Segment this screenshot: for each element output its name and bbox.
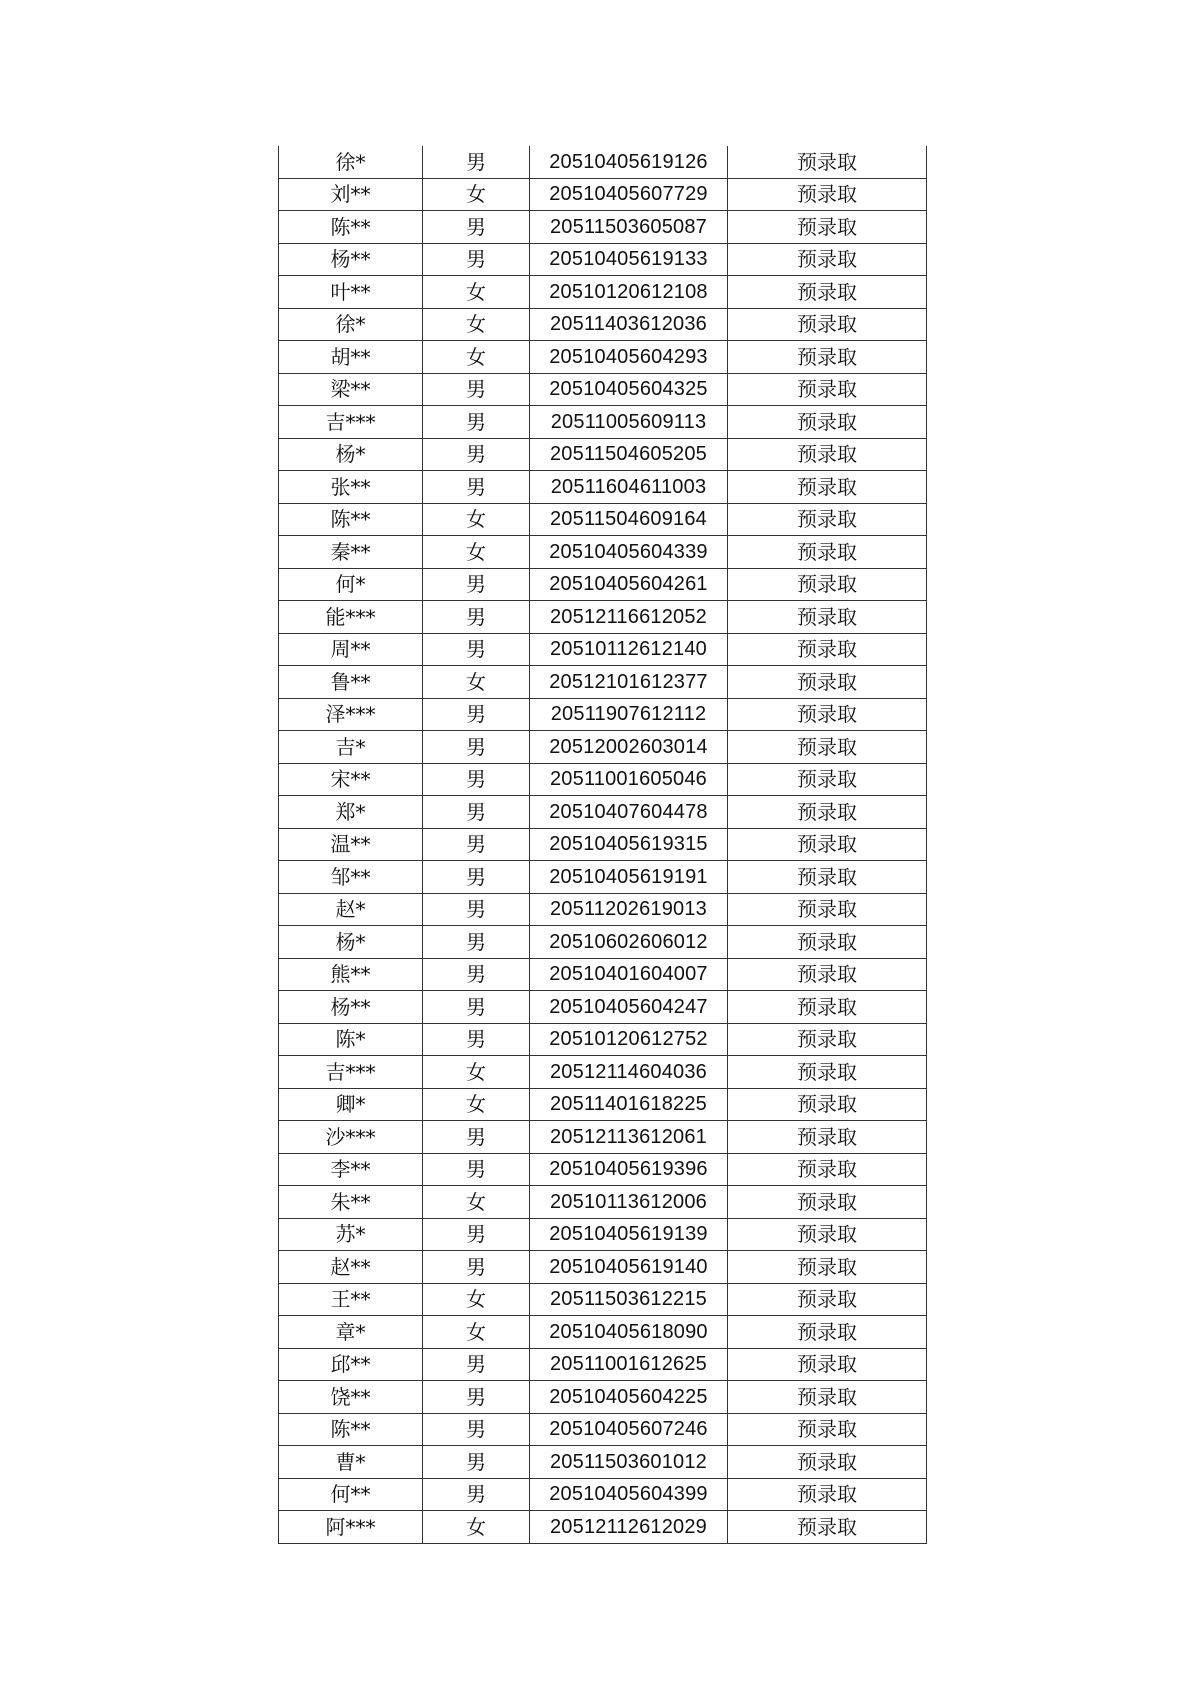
admission-status: 预录取 xyxy=(728,406,927,439)
admission-status: 预录取 xyxy=(728,926,927,959)
table-row xyxy=(279,308,927,341)
candidate-exam-number: 20511504605205 xyxy=(530,438,728,471)
candidate-name: 杨** xyxy=(279,991,423,1024)
admission-status: 预录取 xyxy=(728,1088,927,1121)
table-row xyxy=(279,243,927,276)
table-row xyxy=(279,146,927,178)
candidate-exam-number: 20510405619133 xyxy=(530,243,728,276)
candidate-gender: 男 xyxy=(423,211,530,244)
candidate-exam-number: 20511503601012 xyxy=(530,1446,728,1479)
candidate-name: 吉*** xyxy=(279,406,423,439)
candidate-exam-number: 20511001612625 xyxy=(530,1348,728,1381)
admission-status: 预录取 xyxy=(728,471,927,504)
table-row xyxy=(279,406,927,439)
candidate-exam-number: 20511604611003 xyxy=(530,471,728,504)
admission-status: 预录取 xyxy=(728,991,927,1024)
candidate-exam-number: 20512114604036 xyxy=(530,1056,728,1089)
candidate-gender: 男 xyxy=(423,1251,530,1284)
admission-status: 预录取 xyxy=(728,1511,927,1544)
admission-status: 预录取 xyxy=(728,568,927,601)
table-row xyxy=(279,861,927,894)
table-row xyxy=(279,1023,927,1056)
candidate-gender: 男 xyxy=(423,373,530,406)
candidate-exam-number: 20510405604247 xyxy=(530,991,728,1024)
candidate-exam-number: 20510405607729 xyxy=(530,178,728,211)
candidate-name: 赵* xyxy=(279,893,423,926)
table-row xyxy=(279,211,927,244)
candidate-exam-number: 20510407604478 xyxy=(530,796,728,829)
admission-status: 预录取 xyxy=(728,1283,927,1316)
candidate-gender: 男 xyxy=(423,1218,530,1251)
table-row xyxy=(279,763,927,796)
candidate-gender: 女 xyxy=(423,1056,530,1089)
admission-status: 预录取 xyxy=(728,763,927,796)
candidate-name: 饶** xyxy=(279,1381,423,1414)
candidate-exam-number: 20510405618090 xyxy=(530,1316,728,1349)
candidate-exam-number: 20510405604261 xyxy=(530,568,728,601)
table-row xyxy=(279,828,927,861)
table-row xyxy=(279,341,927,374)
table-row xyxy=(279,958,927,991)
candidate-exam-number: 20510405607246 xyxy=(530,1413,728,1446)
candidate-exam-number: 20510112612140 xyxy=(530,633,728,666)
table-row xyxy=(279,1348,927,1381)
candidate-exam-number: 20510602606012 xyxy=(530,926,728,959)
candidate-gender: 男 xyxy=(423,828,530,861)
table-row xyxy=(279,1446,927,1479)
candidate-name: 陈** xyxy=(279,503,423,536)
table-row xyxy=(279,1088,927,1121)
admission-status: 预录取 xyxy=(728,893,927,926)
table-row xyxy=(279,1381,927,1414)
candidate-exam-number: 20510405604339 xyxy=(530,536,728,569)
admission-status: 预录取 xyxy=(728,1413,927,1446)
candidate-name: 徐* xyxy=(279,146,423,178)
candidate-gender: 女 xyxy=(423,178,530,211)
candidate-exam-number: 20510405619315 xyxy=(530,828,728,861)
candidate-name: 叶** xyxy=(279,276,423,309)
candidate-name: 胡** xyxy=(279,341,423,374)
candidate-name: 杨* xyxy=(279,438,423,471)
candidate-exam-number: 20512002603014 xyxy=(530,731,728,764)
table-row xyxy=(279,503,927,536)
candidate-name: 刘** xyxy=(279,178,423,211)
candidate-gender: 男 xyxy=(423,731,530,764)
admission-status: 预录取 xyxy=(728,698,927,731)
admission-table xyxy=(278,146,927,1544)
candidate-gender: 女 xyxy=(423,1088,530,1121)
admission-status: 预录取 xyxy=(728,666,927,699)
candidate-exam-number: 20510120612752 xyxy=(530,1023,728,1056)
candidate-gender: 男 xyxy=(423,893,530,926)
candidate-name: 郑* xyxy=(279,796,423,829)
table-row xyxy=(279,568,927,601)
candidate-exam-number: 20511001605046 xyxy=(530,763,728,796)
table-row xyxy=(279,471,927,504)
candidate-exam-number: 20511401618225 xyxy=(530,1088,728,1121)
candidate-name: 能*** xyxy=(279,601,423,634)
table-row xyxy=(279,1186,927,1219)
admission-status: 预录取 xyxy=(728,211,927,244)
candidate-exam-number: 20510405619191 xyxy=(530,861,728,894)
candidate-gender: 女 xyxy=(423,276,530,309)
table-row xyxy=(279,178,927,211)
candidate-gender: 男 xyxy=(423,1478,530,1511)
table-row xyxy=(279,796,927,829)
admission-status: 预录取 xyxy=(728,731,927,764)
candidate-exam-number: 20510405619396 xyxy=(530,1153,728,1186)
candidate-gender: 男 xyxy=(423,861,530,894)
candidate-name: 卿* xyxy=(279,1088,423,1121)
table-row xyxy=(279,633,927,666)
candidate-gender: 女 xyxy=(423,536,530,569)
admission-status: 预录取 xyxy=(728,1023,927,1056)
candidate-exam-number: 20510405604399 xyxy=(530,1478,728,1511)
candidate-gender: 女 xyxy=(423,341,530,374)
table-row xyxy=(279,1413,927,1446)
candidate-name: 陈* xyxy=(279,1023,423,1056)
admission-status: 预录取 xyxy=(728,1218,927,1251)
candidate-gender: 男 xyxy=(423,958,530,991)
admission-status: 预录取 xyxy=(728,828,927,861)
admission-status: 预录取 xyxy=(728,308,927,341)
candidate-gender: 女 xyxy=(423,503,530,536)
candidate-name: 杨* xyxy=(279,926,423,959)
candidate-exam-number: 20511503612215 xyxy=(530,1283,728,1316)
candidate-gender: 男 xyxy=(423,1413,530,1446)
admission-status: 预录取 xyxy=(728,1348,927,1381)
table-row xyxy=(279,536,927,569)
candidate-gender: 男 xyxy=(423,1348,530,1381)
candidate-name: 阿*** xyxy=(279,1511,423,1544)
candidate-exam-number: 20510405604325 xyxy=(530,373,728,406)
candidate-name: 章* xyxy=(279,1316,423,1349)
admission-status: 预录取 xyxy=(728,1316,927,1349)
admission-status: 预录取 xyxy=(728,1153,927,1186)
table-row xyxy=(279,1316,927,1349)
admission-status: 预录取 xyxy=(728,1446,927,1479)
table-row xyxy=(279,1153,927,1186)
candidate-gender: 男 xyxy=(423,568,530,601)
candidate-gender: 男 xyxy=(423,1446,530,1479)
candidate-name: 张** xyxy=(279,471,423,504)
candidate-name: 何* xyxy=(279,568,423,601)
candidate-gender: 男 xyxy=(423,926,530,959)
candidate-gender: 女 xyxy=(423,1186,530,1219)
candidate-name: 沙*** xyxy=(279,1121,423,1154)
admission-status: 预录取 xyxy=(728,341,927,374)
candidate-exam-number: 20510401604007 xyxy=(530,958,728,991)
candidate-gender: 女 xyxy=(423,666,530,699)
admission-status: 预录取 xyxy=(728,1478,927,1511)
candidate-exam-number: 20510405604293 xyxy=(530,341,728,374)
candidate-name: 泽*** xyxy=(279,698,423,731)
candidate-exam-number: 20511504609164 xyxy=(530,503,728,536)
admission-status: 预录取 xyxy=(728,373,927,406)
table-row xyxy=(279,438,927,471)
table-row xyxy=(279,731,927,764)
candidate-gender: 男 xyxy=(423,1121,530,1154)
table-row xyxy=(279,601,927,634)
candidate-gender: 男 xyxy=(423,1153,530,1186)
candidate-name: 鲁** xyxy=(279,666,423,699)
candidate-gender: 男 xyxy=(423,406,530,439)
candidate-name: 曹* xyxy=(279,1446,423,1479)
candidate-name: 陈** xyxy=(279,211,423,244)
candidate-exam-number: 20512112612029 xyxy=(530,1511,728,1544)
table-row xyxy=(279,666,927,699)
table-row xyxy=(279,991,927,1024)
candidate-name: 梁** xyxy=(279,373,423,406)
candidate-gender: 男 xyxy=(423,763,530,796)
admission-status: 预录取 xyxy=(728,438,927,471)
candidate-gender: 女 xyxy=(423,1511,530,1544)
table-row xyxy=(279,698,927,731)
admission-status: 预录取 xyxy=(728,1381,927,1414)
candidate-name: 陈** xyxy=(279,1413,423,1446)
table-row xyxy=(279,1056,927,1089)
candidate-name: 温** xyxy=(279,828,423,861)
admission-status: 预录取 xyxy=(728,958,927,991)
candidate-name: 熊** xyxy=(279,958,423,991)
candidate-gender: 男 xyxy=(423,146,530,178)
table-row xyxy=(279,1283,927,1316)
candidate-name: 赵** xyxy=(279,1251,423,1284)
candidate-exam-number: 20510405604225 xyxy=(530,1381,728,1414)
admission-status: 预录取 xyxy=(728,243,927,276)
admission-table-body xyxy=(279,146,927,1543)
candidate-name: 苏* xyxy=(279,1218,423,1251)
admission-status: 预录取 xyxy=(728,276,927,309)
candidate-name: 邱** xyxy=(279,1348,423,1381)
admission-status: 预录取 xyxy=(728,536,927,569)
table-row xyxy=(279,1478,927,1511)
candidate-exam-number: 20510113612006 xyxy=(530,1186,728,1219)
candidate-exam-number: 20511907612112 xyxy=(530,698,728,731)
candidate-exam-number: 20512101612377 xyxy=(530,666,728,699)
candidate-exam-number: 20510405619126 xyxy=(530,146,728,178)
candidate-name: 徐* xyxy=(279,308,423,341)
candidate-exam-number: 20511202619013 xyxy=(530,893,728,926)
candidate-exam-number: 20510405619140 xyxy=(530,1251,728,1284)
candidate-name: 秦** xyxy=(279,536,423,569)
candidate-name: 吉* xyxy=(279,731,423,764)
candidate-exam-number: 20511005609113 xyxy=(530,406,728,439)
candidate-name: 朱** xyxy=(279,1186,423,1219)
candidate-gender: 男 xyxy=(423,698,530,731)
admission-status: 预录取 xyxy=(728,178,927,211)
candidate-exam-number: 20512116612052 xyxy=(530,601,728,634)
admission-status: 预录取 xyxy=(728,601,927,634)
candidate-name: 杨** xyxy=(279,243,423,276)
admission-status: 预录取 xyxy=(728,146,927,178)
table-row xyxy=(279,1251,927,1284)
admission-status: 预录取 xyxy=(728,503,927,536)
admission-status: 预录取 xyxy=(728,1251,927,1284)
candidate-gender: 男 xyxy=(423,1023,530,1056)
candidate-name: 邹** xyxy=(279,861,423,894)
candidate-gender: 男 xyxy=(423,796,530,829)
admission-status: 预录取 xyxy=(728,1121,927,1154)
table-row xyxy=(279,276,927,309)
candidate-name: 李** xyxy=(279,1153,423,1186)
candidate-gender: 女 xyxy=(423,1316,530,1349)
candidate-name: 何** xyxy=(279,1478,423,1511)
candidate-name: 周** xyxy=(279,633,423,666)
candidate-gender: 男 xyxy=(423,1381,530,1414)
table-row xyxy=(279,893,927,926)
candidate-gender: 女 xyxy=(423,1283,530,1316)
candidate-gender: 男 xyxy=(423,471,530,504)
table-row xyxy=(279,1121,927,1154)
candidate-exam-number: 20510405619139 xyxy=(530,1218,728,1251)
admission-status: 预录取 xyxy=(728,1056,927,1089)
candidate-gender: 男 xyxy=(423,633,530,666)
admission-status: 预录取 xyxy=(728,633,927,666)
candidate-gender: 女 xyxy=(423,308,530,341)
candidate-exam-number: 20511503605087 xyxy=(530,211,728,244)
candidate-exam-number: 20511403612036 xyxy=(530,308,728,341)
candidate-gender: 男 xyxy=(423,601,530,634)
candidate-gender: 男 xyxy=(423,438,530,471)
candidate-exam-number: 20512113612061 xyxy=(530,1121,728,1154)
table-row xyxy=(279,1511,927,1544)
candidate-name: 吉*** xyxy=(279,1056,423,1089)
table-row xyxy=(279,926,927,959)
admission-status: 预录取 xyxy=(728,796,927,829)
candidate-gender: 男 xyxy=(423,243,530,276)
table-row xyxy=(279,373,927,406)
table-row xyxy=(279,1218,927,1251)
candidate-gender: 男 xyxy=(423,991,530,1024)
admission-status: 预录取 xyxy=(728,1186,927,1219)
admission-status: 预录取 xyxy=(728,861,927,894)
candidate-name: 宋** xyxy=(279,763,423,796)
candidate-name: 王** xyxy=(279,1283,423,1316)
candidate-exam-number: 20510120612108 xyxy=(530,276,728,309)
